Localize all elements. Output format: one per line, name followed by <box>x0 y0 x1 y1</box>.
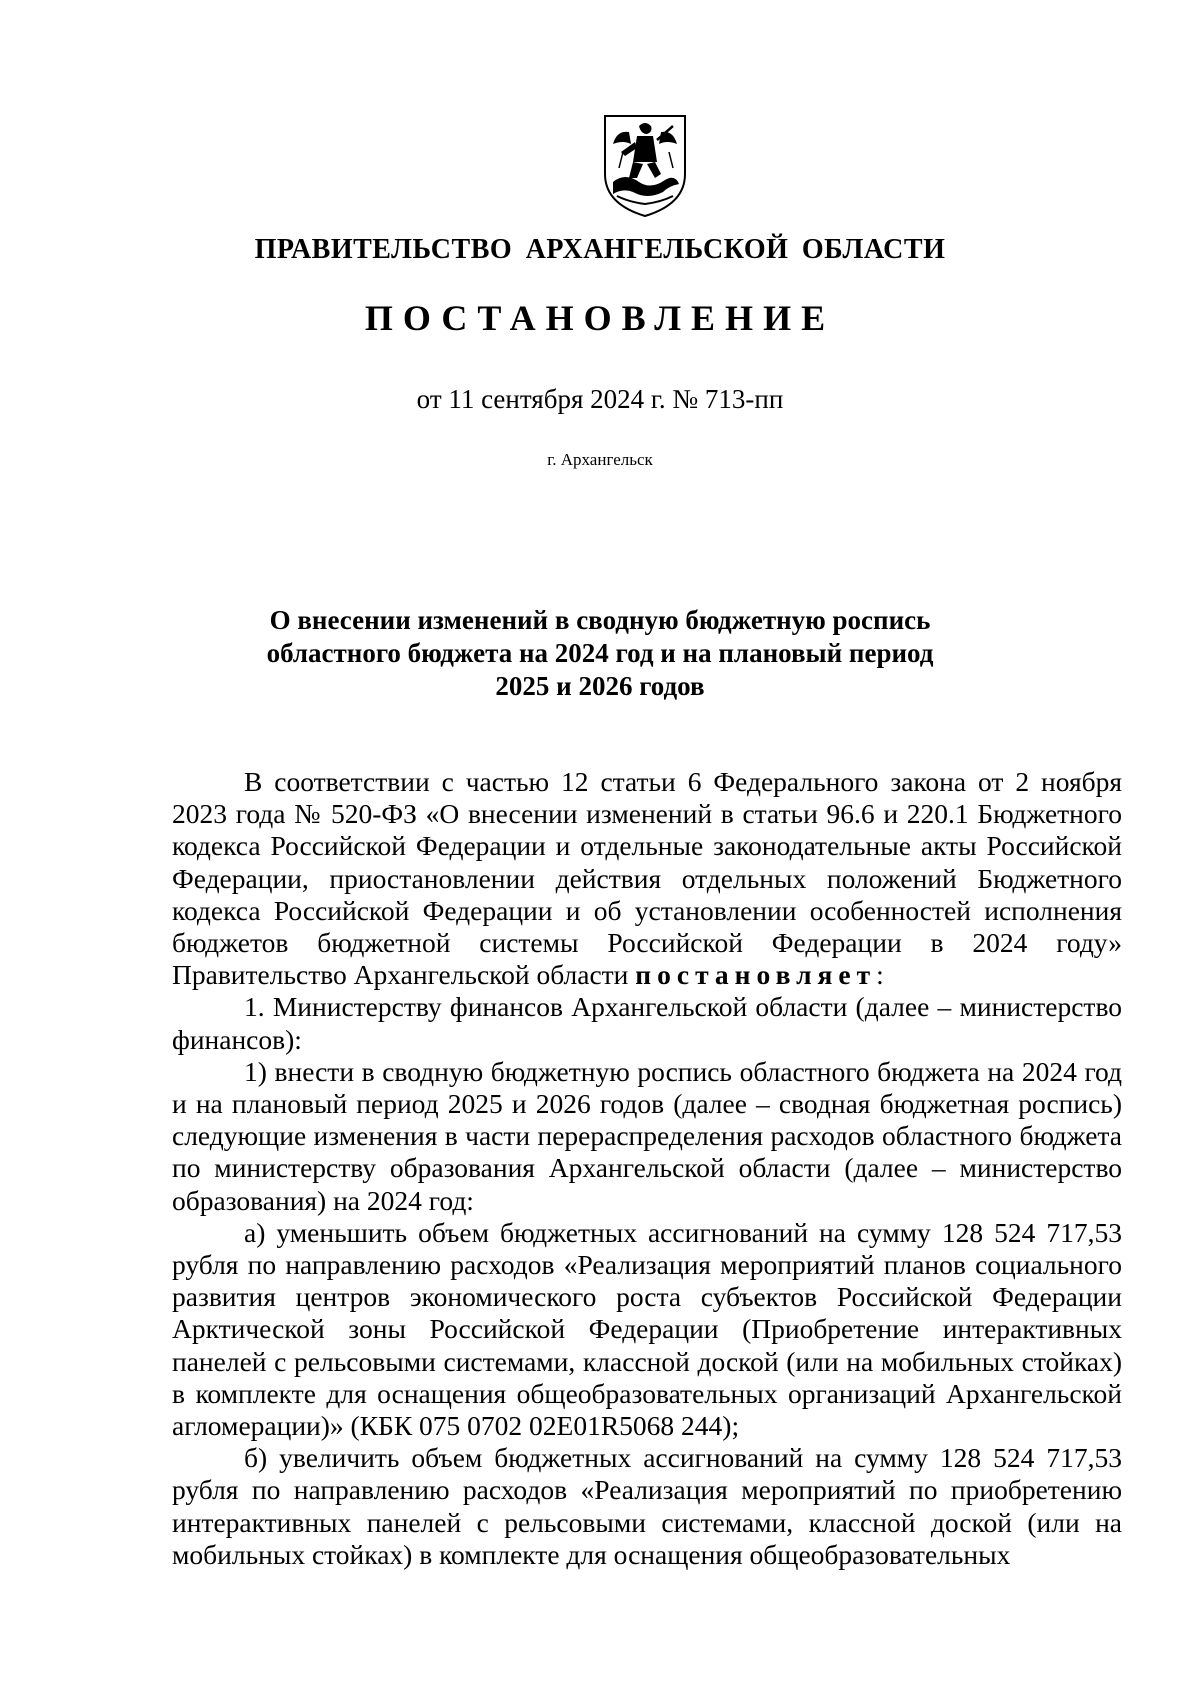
paragraph: а) уменьшить объем бюджетных ассигнований на сумму 128 524 717,53 рубля по направлению расходов «Реализация мероприятий планов социального развития центров экономического роста субъектов Российской Федерации Арктической зоны Российской Федерации (Приобретение интерактивных панелей с рельсовыми системами, классной доской (или на мобильных стойках) в комплекте для оснащения общеобразовательных организаций Архангельской агломерации)» (КБК 075 0702 02Е01R5068 244); <box>172 1216 1122 1442</box>
paragraph <box>172 766 1122 991</box>
paragraph: 1) внести в сводную бюджетную роспись областного бюджета на 2024 год и на плановый период 2025 и 2026 годов (далее – сводная бюджетная роспись) следующие изменения в части перераспределения расходов областного бюджета по министерству образования Архангельской области (далее – министерство образования) на 2024 год: <box>172 1055 1122 1216</box>
coat-of-arms-emblem <box>599 112 691 220</box>
paragraph: 1. Министерству финансов Архангельской области (далее – министерство финансов): <box>172 991 1122 1055</box>
organization-name: ПРАВИТЕЛЬСТВО АРХАНГЕЛЬСКОЙ ОБЛАСТИ <box>254 234 946 265</box>
title-line: 2025 и 2026 годов <box>495 671 705 701</box>
paragraph: б) увеличить объем бюджетных ассигнований на сумму 128 524 717,53 рубля по направлению расходов «Реализация мероприятий по приобретению интерактивных панелей с рельсовыми системами, классной доской (или на мобильных стойках) в комплекте для оснащения общеобразовательных <box>172 1442 1122 1570</box>
paragraph-text: В соответствии с частью 12 статьи 6 Федерального закона от 2 ноября 2023 года № 520-ФЗ «О внесении изменений в статьи 96.6 и 220.1 Бюджетного кодекса Российской Федерации и отдельные законодательные акты Российской Федерации, приостановлении действия отдельных положений Бюджетного кодекса Российской Федерации и об установлении особенностей исполнения бюджетов бюджетной системы Российской Федерации в 2024 году» Правительство Архангельской области <box>172 766 1122 991</box>
city: г. Архангельск <box>547 450 653 469</box>
title-line: О внесении изменений в сводную бюджетную роспись <box>269 605 931 635</box>
document-type: ПОСТАНОВЛЕНИЕ <box>364 298 836 338</box>
title-line: областного бюджета на 2024 год и на плановый период <box>266 638 934 668</box>
document-body <box>172 766 1122 1571</box>
punctuation: : <box>876 959 884 991</box>
date-and-number: от 11 сентября 2024 г. № 713-пп <box>416 384 784 414</box>
resolution-keyword: постановляет <box>635 959 877 991</box>
document-title <box>0 604 1200 703</box>
